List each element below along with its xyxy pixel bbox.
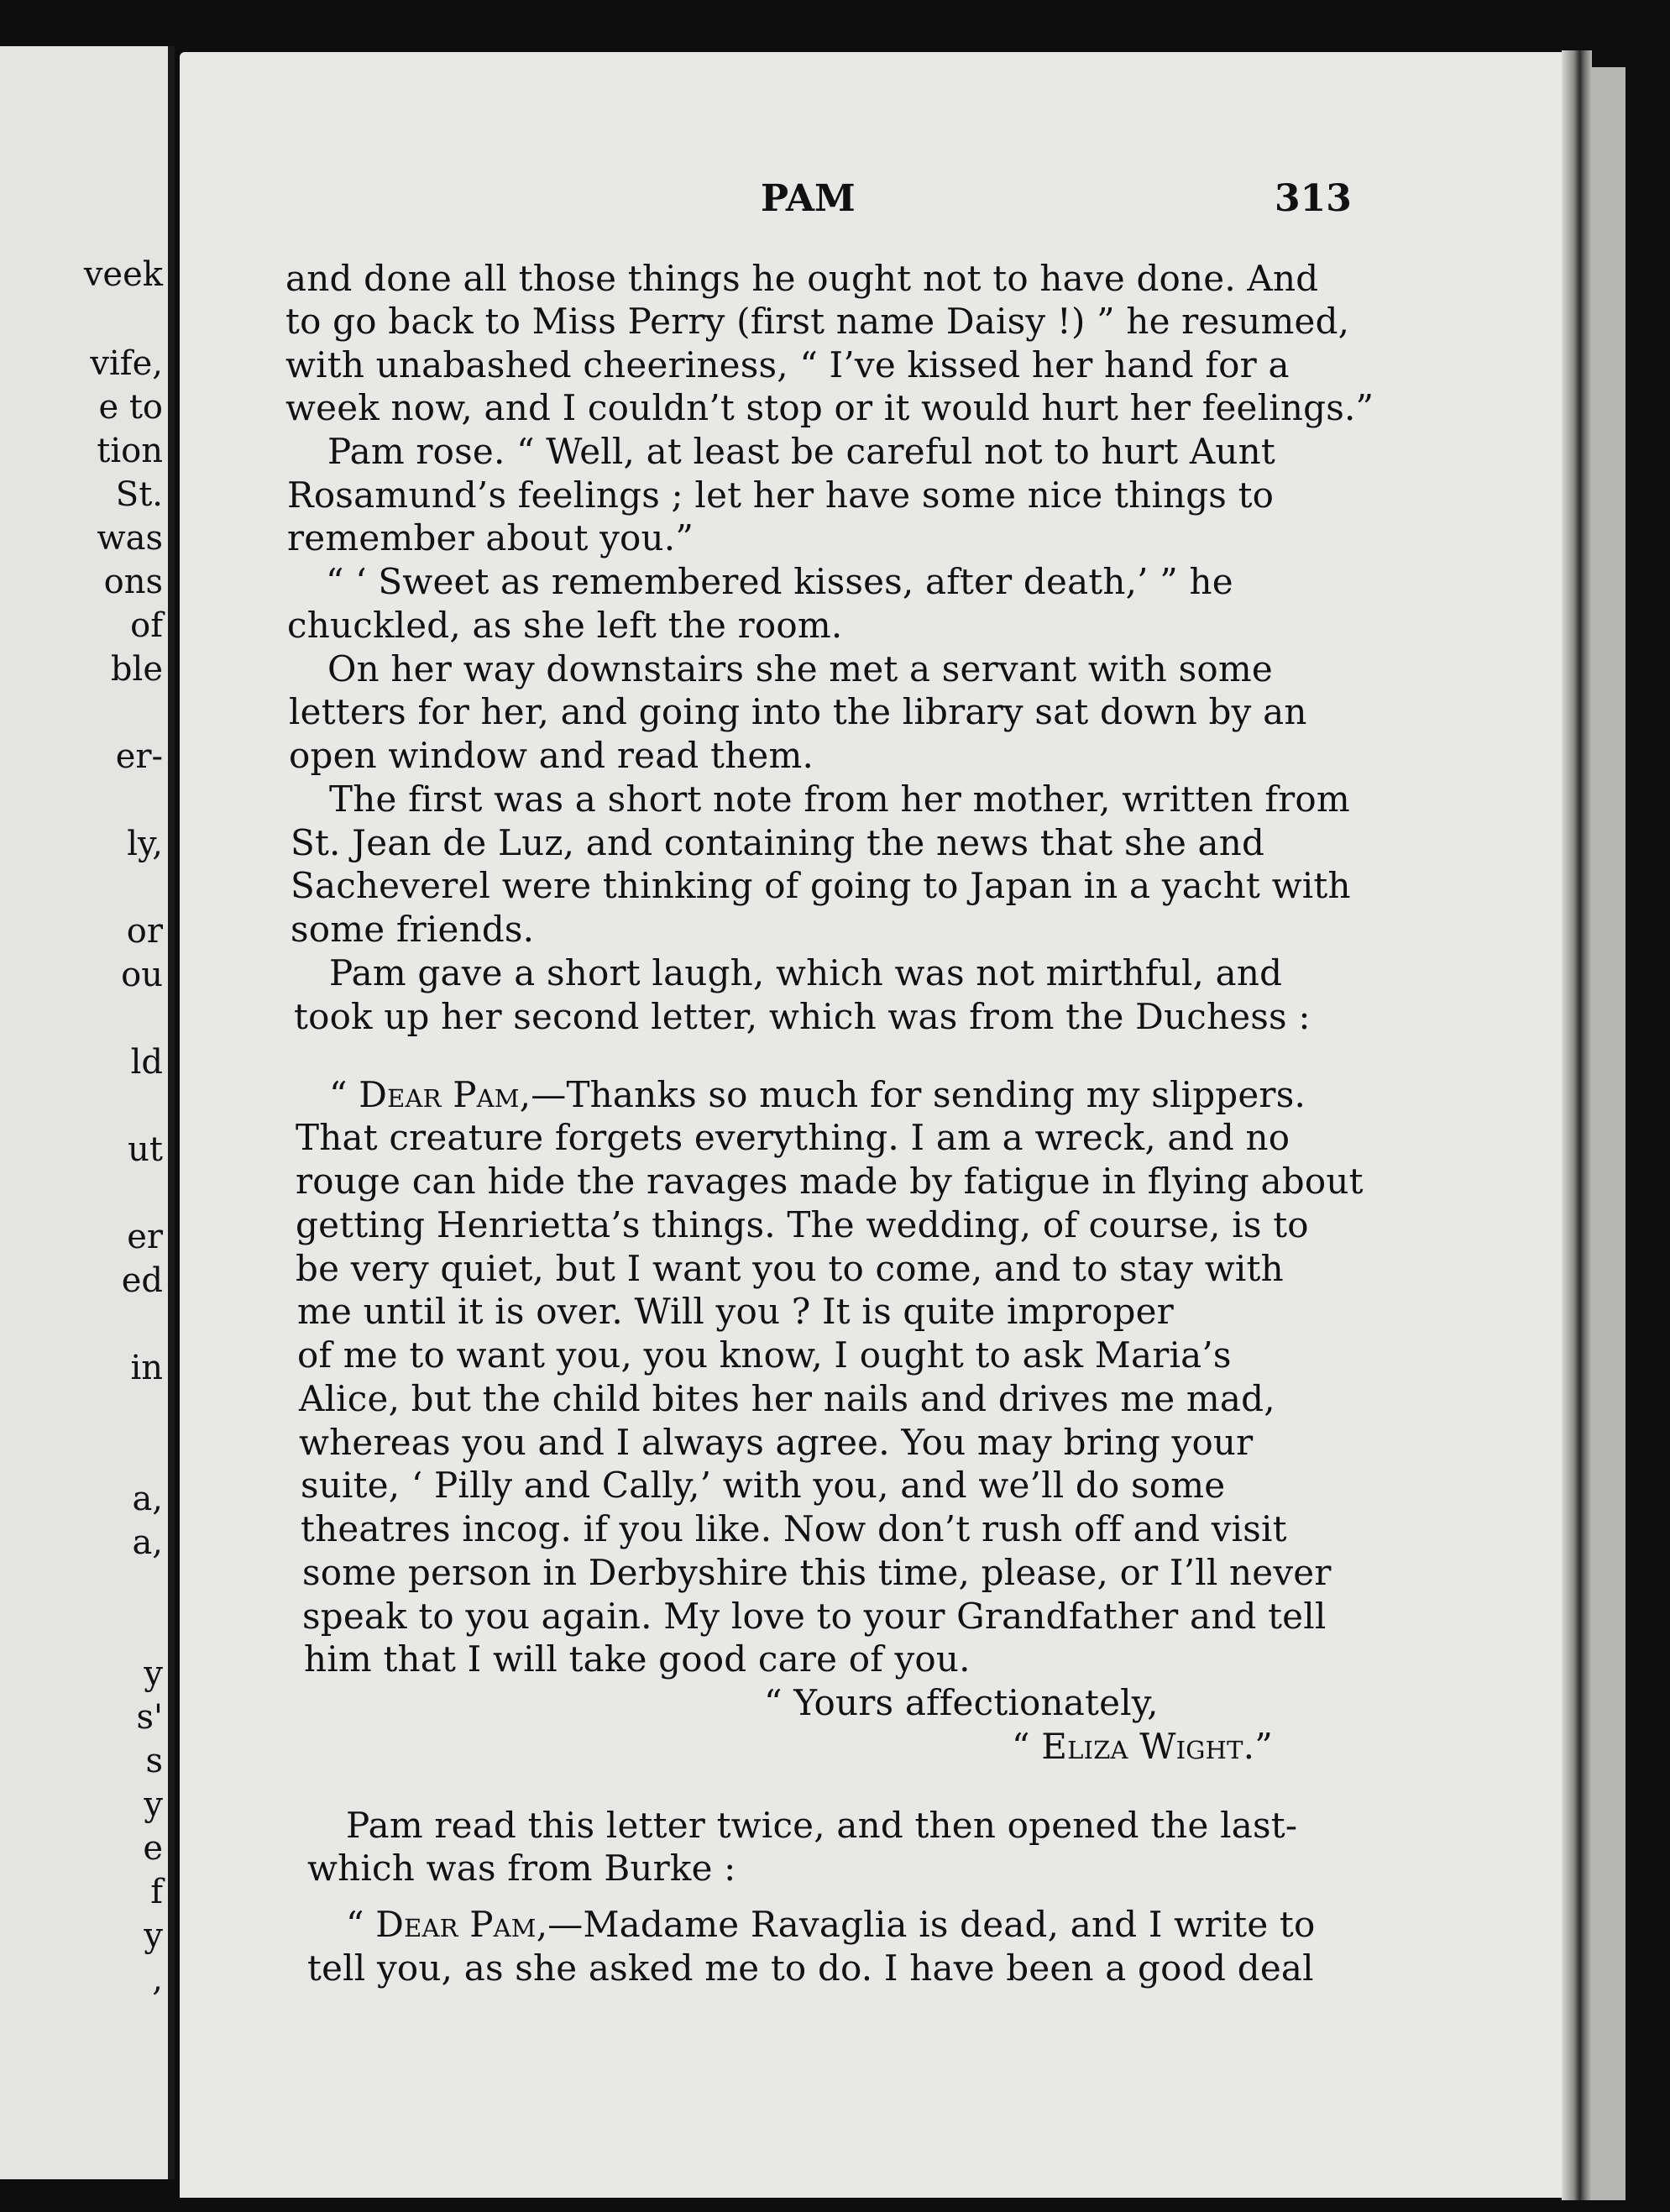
text-line: and done all those things he ought not to have done. And [285,258,1319,299]
letter-line: rouge can hide the ravages made by fatigue in flying about [296,1161,1364,1202]
left-fragment: e to [98,388,163,427]
text-line: Pam gave a short laugh, which was not mirthful, and [329,952,1283,993]
left-fragment: ble [110,650,163,689]
left-fragment: f [150,1873,163,1911]
text-line: some friends. [291,909,535,950]
text-line: with unabashed cheeriness, “ I’ve kissed her hand for a [285,344,1290,385]
letter-line: be very quiet, but I want you to come, and to stay with [296,1248,1284,1289]
left-fragment: ly, [127,825,163,863]
text-line: chuckled, as she left the room. [287,605,843,646]
page-edge-outer [1592,67,1626,2200]
letter-salutation: Dear Pam, [375,1904,548,1945]
left-fragment: of [130,606,163,645]
letter-first-line: “ Dear Pam,—Madame Ravaglia is dead, and I write to [346,1904,1316,1945]
letter-first-line: “ Dear Pam,—Thanks so much for sending my slippers. [329,1074,1306,1115]
left-fragment: , [152,1960,163,1999]
left-fragment: er [127,1218,163,1256]
page-edge [1562,50,1592,2200]
left-fragment: y [144,1654,163,1693]
text-line: Sacheverel were thinking of going to Japan in a yacht with [291,865,1351,906]
text-line: remember about you.” [287,517,694,558]
left-fragment: a, [132,1523,163,1562]
left-fragment: tion [97,432,163,470]
letter-line: whereas you and I always agree. You may bring your [299,1422,1254,1463]
letter-line: suite, ‘ Pilly and Cally,’ with you, and we’ll do some [301,1465,1226,1506]
letter-line: speak to you again. My love to your Grandfather and tell [302,1596,1327,1637]
text-line: “ ‘ Sweet as remembered kisses, after death,’ ” he [326,561,1233,602]
text-line: week now, and I couldn’t stop or it would hurt her feelings.” [285,387,1374,428]
letter-first-line-rest: —Madame Ravaglia is dead, and I write to [547,1904,1316,1945]
text-line: Pam read this letter twice, and then opened the last- [346,1805,1298,1846]
letter-line: some person in Derbyshire this time, please, or I’ll never [302,1552,1332,1593]
left-page [0,46,175,2179]
letter-line: Alice, but the child bites her nails and drives me mad, [299,1378,1275,1419]
left-fragment: was [97,519,163,558]
text-line: On her way downstairs she met a servant with some [327,648,1273,689]
left-fragment: e [143,1829,163,1868]
letter-signature: Eliza Wight. [1041,1726,1255,1767]
letter-line: me until it is over. Will you ? It is quite improper [297,1291,1174,1332]
left-fragment: y [144,1785,163,1824]
left-fragment: y [144,1916,163,1955]
left-fragment: s [145,1742,163,1780]
letter-first-line-rest: —Thanks so much for sending my slippers. [531,1074,1306,1115]
letter-signature-line: “ Eliza Wight.” [1012,1726,1273,1767]
left-fragment: in [130,1349,163,1387]
left-fragment: a, [132,1480,163,1518]
letter-line: getting Henrietta’s things. The wedding, of course, is to [296,1204,1309,1245]
text-line: letters for her, and going into the library sat down by an [289,691,1307,732]
left-fragment: ou [121,956,163,994]
left-fragment: ld [130,1043,163,1082]
text-line: took up her second letter, which was from the Duchess : [294,996,1311,1037]
left-fragment: or [126,912,163,951]
letter-line: of me to want you, you know, I ought to ask Maria’s [297,1334,1232,1376]
letter-closing: “ Yours affectionately, [764,1682,1159,1723]
left-fragment: St. [115,475,163,514]
left-fragment: s' [136,1698,163,1737]
letter-salutation: Dear Pam, [359,1074,531,1115]
running-title: PAM [761,177,856,220]
text-line: Pam rose. “ Well, at least be careful not to hurt Aunt [327,431,1275,472]
letter-line: theatres incog. if you like. Now don’t rush off and visit [301,1508,1287,1549]
left-fragment: ut [128,1130,163,1169]
letter-line: tell you, as she asked me to do. I have been a good deal [307,1947,1314,1989]
text-line: Rosamund’s feelings ; let her have some nice things to [287,474,1275,516]
page-number: 313 [1275,177,1352,220]
left-fragment: veek [83,255,163,294]
left-fragment: ons [103,563,163,601]
text-line: The first was a short note from her mother, written from [329,778,1350,820]
letter-line: That creature forgets everything. I am a wreck, and no [296,1117,1290,1158]
text-line: which was from Burke : [307,1848,736,1889]
left-fragment: vife, [90,344,163,383]
text-line: open window and read them. [289,735,814,776]
letter-line: him that I will take good care of you. [304,1638,971,1680]
left-fragment: er- [115,737,163,776]
left-fragment: ed [121,1261,163,1300]
text-line: St. Jean de Luz, and containing the news that she and [291,822,1265,863]
text-line: to go back to Miss Perry (first name Daisy !) ” he resumed, [285,301,1350,342]
